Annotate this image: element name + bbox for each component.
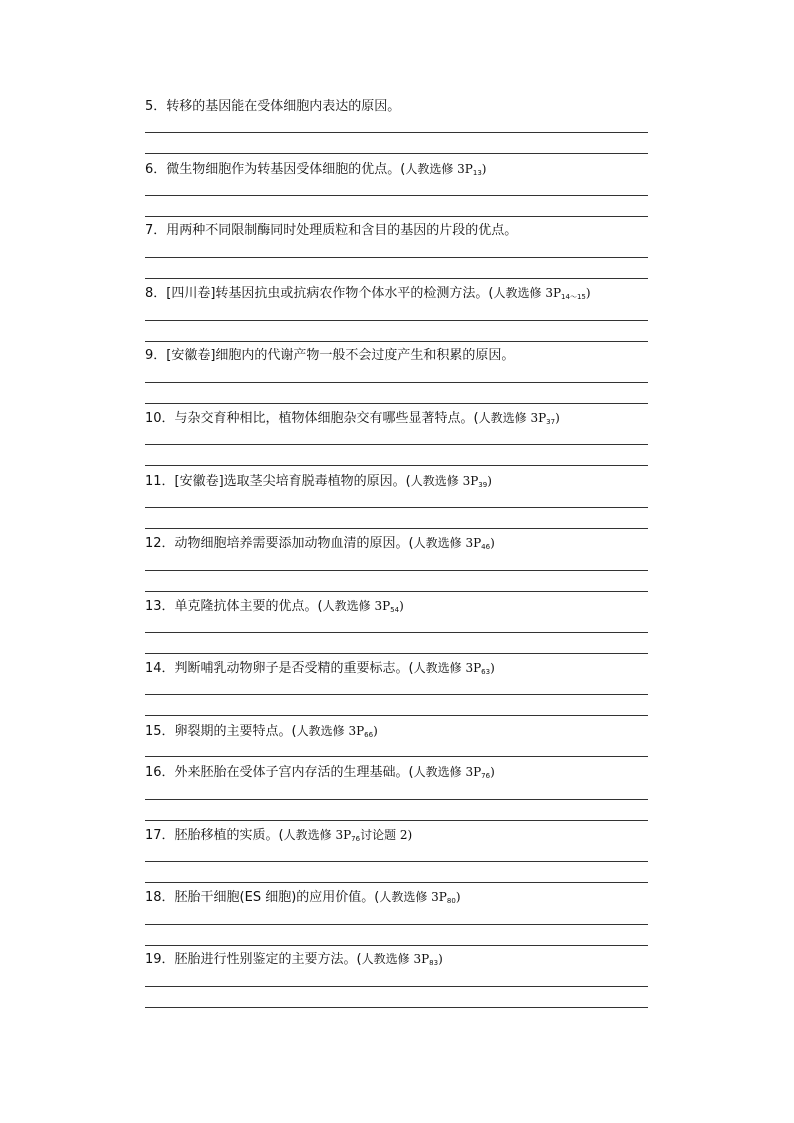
answer-line[interactable]: [145, 320, 648, 321]
question-text: 10．与杂交育种相比，植物体细胞杂交有哪些显著特点。(人教选修 $3P_{37}$): [145, 411, 560, 426]
answer-line[interactable]: [145, 153, 648, 154]
question-text: 9．[安徽卷]细胞内的代谢产物一般不会过度产生和积累的原因。: [145, 348, 515, 363]
question-text: 6．微生物细胞作为转基因受体细胞的优点。(人教选修 $3P_{13}$): [145, 162, 487, 177]
answer-line[interactable]: [145, 799, 648, 800]
answer-line[interactable]: [145, 591, 648, 592]
question-text: 11．[安徽卷]选取茎尖培育脱毒植物的原因。(人教选修 $3P_{39}$): [145, 474, 492, 489]
question-text: 12．动物细胞培养需要添加动物血清的原因。(人教选修 $3P_{46}$): [145, 536, 495, 551]
answer-line[interactable]: [145, 278, 648, 279]
answer-line[interactable]: [145, 132, 648, 133]
answer-line[interactable]: [145, 444, 648, 445]
question-text: 8．[四川卷]转基因抗虫或抗病农作物个体水平的检测方法。(人教选修 $3P_{14\sim 15}$): [145, 286, 591, 301]
question-text: 5．转移的基因能在受体细胞内表达的原因。: [145, 99, 401, 114]
answer-line[interactable]: [145, 861, 648, 862]
answer-line[interactable]: [145, 756, 648, 757]
question-text: 18．胚胎干细胞(ES 细胞)的应用价值。(人教选修 $3P_{80}$): [145, 890, 461, 905]
answer-line[interactable]: [145, 632, 648, 633]
answer-line[interactable]: [145, 341, 648, 342]
answer-line[interactable]: [145, 570, 648, 571]
answer-line[interactable]: [145, 403, 648, 404]
answer-line[interactable]: [145, 882, 648, 883]
question-text: 15．卵裂期的主要特点。(人教选修 $3P_{66}$): [145, 724, 378, 739]
answer-line[interactable]: [145, 653, 648, 654]
question-text: 17．胚胎移植的实质。(人教选修 $3P_{76}$讨论题 2): [145, 828, 413, 843]
answer-line[interactable]: [145, 507, 648, 508]
question-text: 7．用两种不同限制酶同时处理质粒和含目的基因的片段的优点。: [145, 223, 518, 238]
answer-line[interactable]: [145, 694, 648, 695]
answer-line[interactable]: [145, 715, 648, 716]
answer-line[interactable]: [145, 465, 648, 466]
answer-line[interactable]: [145, 1007, 648, 1008]
question-text: 14．判断哺乳动物卵子是否受精的重要标志。(人教选修 $3P_{63}$): [145, 661, 495, 676]
question-text: 16．外来胚胎在受体子宫内存活的生理基础。(人教选修 $3P_{76}$): [145, 765, 495, 780]
answer-line[interactable]: [145, 382, 648, 383]
answer-line[interactable]: [145, 820, 648, 821]
answer-line[interactable]: [145, 986, 648, 987]
answer-line[interactable]: [145, 257, 648, 258]
answer-line[interactable]: [145, 528, 648, 529]
question-text: 19．胚胎进行性别鉴定的主要方法。(人教选修 $3P_{83}$): [145, 952, 443, 967]
answer-line[interactable]: [145, 195, 648, 196]
question-text: 13．单克隆抗体主要的优点。(人教选修 $3P_{54}$): [145, 599, 404, 614]
answer-line[interactable]: [145, 945, 648, 946]
answer-line[interactable]: [145, 924, 648, 925]
answer-line[interactable]: [145, 216, 648, 217]
